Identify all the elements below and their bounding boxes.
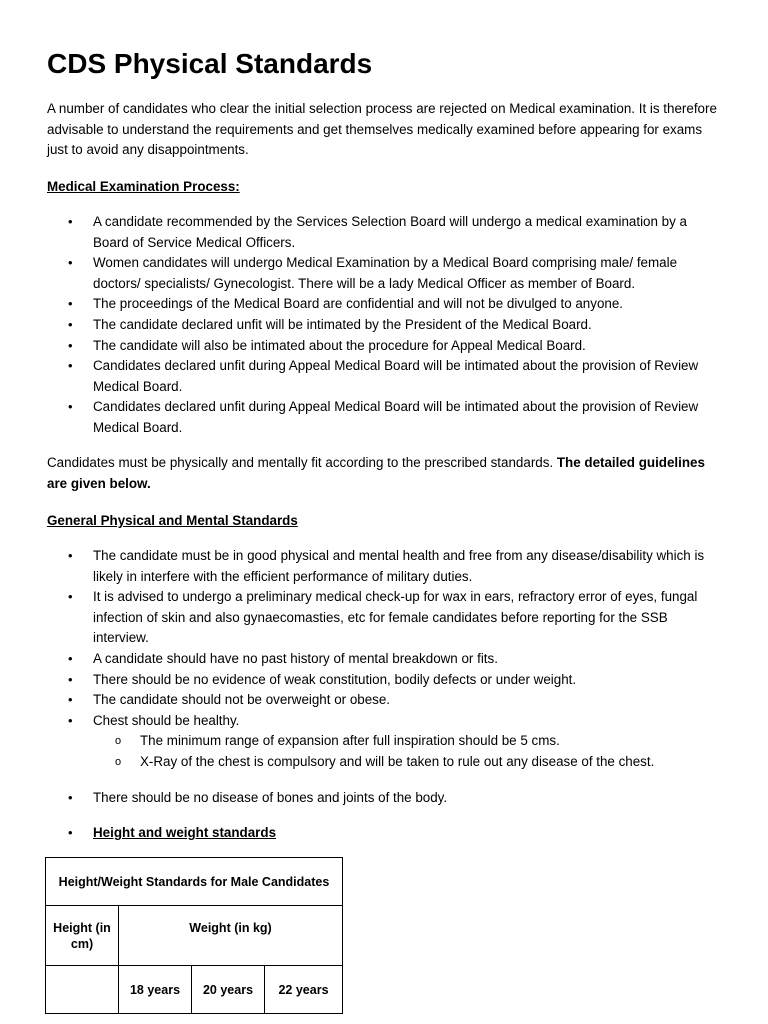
list-item: • A candidate recommended by the Services Selection Board will undergo a medical examination by a Board of Service Medical Officers. — [47, 212, 719, 253]
sub-list-item: o X-Ray of the chest is compulsory and will be taken to rule out any disease of the chest. — [93, 752, 719, 772]
list-item: • Candidates declared unfit during Appeal Medical Board will be intimated about the provision of Review Medical Board. — [47, 397, 719, 438]
list-item: • The candidate should not be overweight or obese. — [47, 690, 719, 711]
bones-list — [47, 788, 719, 809]
list-item: • It is advised to undergo a preliminary medical check-up for wax in ears, refractory error of eyes, fungal infection of skin and also gynaecomasties, etc for female candidates before reporting for the SSB interview. — [47, 587, 719, 649]
list-item: • Women candidates will undergo Medical Examination by a Medical Board comprising male/ female doctors/ specialists/ Gynecologist. There will be a lady Medical Officer as member of Board. — [47, 253, 719, 294]
page-title: CDS Physical Standards — [47, 48, 373, 79]
height-weight-heading-text: Height and weight standards — [93, 825, 277, 840]
list-item: • The candidate declared unfit will be intimated by the President of the Medical Board. — [47, 315, 719, 336]
list-item: • A candidate should have no past history of mental breakdown or fits. — [47, 649, 719, 670]
height-weight-table — [45, 857, 343, 1014]
list-item: • There should be no evidence of weak constitution, bodily defects or under weight. — [47, 670, 719, 691]
list-item: • There should be no disease of bones and joints of the body. — [47, 788, 719, 809]
medical-section-heading: Medical Examination Process: — [47, 179, 240, 194]
list-item: • The candidate will also be intimated about the procedure for Appeal Medical Board. — [47, 336, 719, 357]
fit-statement — [47, 453, 719, 494]
height-header-cell: Height (in cm) — [46, 906, 119, 966]
height-weight-heading — [47, 823, 276, 843]
chest-sublist — [93, 731, 719, 771]
medical-process-list — [47, 212, 719, 439]
chest-item-text: Chest should be healthy. — [93, 712, 240, 728]
list-item: • Candidates declared unfit during Appeal Medical Board will be intimated about the provision of Review Medical Board. — [47, 356, 719, 397]
empty-cell — [46, 966, 119, 1014]
general-section-heading: General Physical and Mental Standards — [47, 513, 298, 528]
list-item — [47, 711, 719, 772]
sub-list-item: o The minimum range of expansion after full inspiration should be 5 cms. — [93, 731, 719, 751]
age-column-header: 20 years — [192, 966, 265, 1014]
intro-paragraph: A number of candidates who clear the initial selection process are rejected on Medical examination. It is therefore advisable to understand the requirements and get themselves medically examined before appearing for exams just to avoid any disappointments. — [47, 101, 717, 158]
fit-statement-text: Candidates must be physically and mentally fit according to the prescribed standards. — [47, 455, 557, 470]
table-caption: Height/Weight Standards for Male Candidates — [46, 858, 343, 906]
age-column-header: 18 years — [119, 966, 192, 1014]
weight-header-cell: Weight (in kg) — [119, 906, 343, 966]
list-item: • The candidate must be in good physical and mental health and free from any disease/disability which is likely in interfere with the efficient performance of military duties. — [47, 546, 719, 587]
general-standards-list — [47, 546, 719, 772]
age-column-header: 22 years — [265, 966, 343, 1014]
list-item: • The proceedings of the Medical Board are confidential and will not be divulged to anyone. — [47, 294, 719, 315]
fit-statement-bold: The detailed guidelines are given below. — [47, 455, 705, 491]
